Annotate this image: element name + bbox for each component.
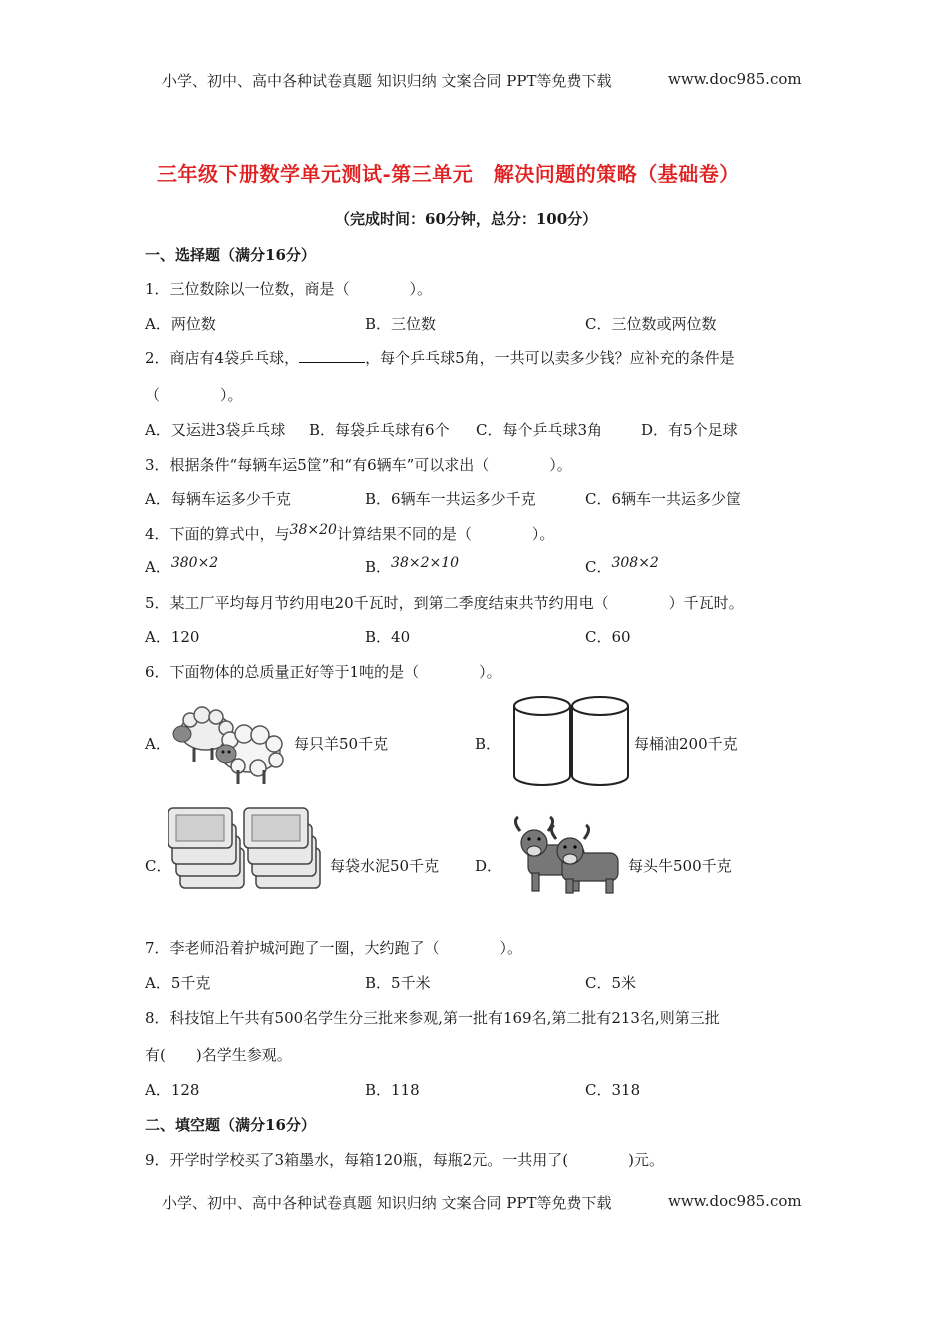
q8-option-a: A．128 — [145, 1081, 200, 1099]
q4-option-a — [145, 556, 218, 577]
q5-option-b: B．40 — [365, 628, 411, 646]
q1-option-b: B．三位数 — [365, 315, 437, 333]
q3-option-a: A．每辆车运多少千克 — [145, 490, 291, 508]
q3-option-c: C．6辆车一共运多少筐 — [585, 490, 742, 508]
page-title: 三年级下册数学单元测试-第三单元 解决问题的策略（基础卷） — [157, 162, 740, 186]
q6-caption-d: 每头牛500千克 — [628, 857, 732, 875]
sheep-image — [168, 702, 290, 786]
q4-option-c — [585, 556, 659, 577]
q6-caption-a: 每只羊50千克 — [294, 735, 389, 753]
section-heading-fill: 二、填空题（满分16分） — [145, 1116, 316, 1134]
q7-option-a: A．5千克 — [145, 974, 211, 992]
q4-option-a-label: A． — [145, 558, 171, 576]
q5-option-a: A．120 — [145, 628, 200, 646]
question-9: 9．开学时学校买了3箱墨水，每箱120瓶，每瓶2元。一共用了( )元。 — [145, 1151, 664, 1169]
q2-option-c: C．每个乒乓球3角 — [476, 421, 603, 439]
question-1: 1．三位数除以一位数，商是（ ）。 — [145, 280, 433, 298]
question-8-line2: 有( )名学生参观。 — [145, 1046, 292, 1064]
q2-text-post: ，每个乒乓球5角，一共可以卖多少钱？应补充的条件是 — [365, 349, 735, 367]
q2-option-d: D．有5个足球 — [641, 421, 738, 439]
section-heading-choice: 一、选择题（满分16分） — [145, 246, 316, 264]
q1-option-c: C．三位数或两位数 — [585, 315, 717, 333]
header-text: 小学、初中、高中各种试卷真题 知识归纳 文案合同 PPT等免费下载 — [162, 72, 612, 90]
q2-blank — [299, 348, 365, 363]
cement-bags-image — [168, 806, 326, 894]
header-url[interactable]: www.doc985.com — [668, 70, 802, 88]
q7-option-b: B．5千米 — [365, 974, 431, 992]
q4-option-b-label: B． — [365, 558, 392, 576]
q6-option-c: C． — [145, 857, 172, 875]
question-3: 3．根据条件“每辆车运5筐”和“有6辆车”可以求出（ ）。 — [145, 456, 572, 474]
cow-image — [510, 815, 626, 895]
q6-option-b: B． — [475, 735, 502, 753]
q6-caption-c: 每袋水泥50千克 — [330, 857, 440, 875]
oil-barrel-image — [510, 694, 634, 788]
question-7: 7．李老师沿着护城河跑了一圈，大约跑了（ ）。 — [145, 939, 523, 957]
q4-text-post: 计算结果不同的是（ ）。 — [336, 525, 555, 543]
question-2-line2: （ ）。 — [145, 386, 243, 404]
q4-option-a-expr: 380×2 — [170, 555, 219, 571]
q2-option-a: A．又运进3袋乒乓球 — [145, 421, 286, 439]
footer-text: 小学、初中、高中各种试卷真题 知识归纳 文案合同 PPT等免费下载 — [162, 1194, 612, 1212]
q6-option-d: D． — [475, 857, 503, 875]
q8-option-b: B．118 — [365, 1081, 420, 1099]
q7-option-c: C．5米 — [585, 974, 637, 992]
q5-option-c: C．60 — [585, 628, 631, 646]
question-2 — [145, 347, 735, 368]
q2-option-b: B．每袋乒乓球有6个 — [309, 421, 450, 439]
q4-option-c-label: C． — [585, 558, 612, 576]
question-8: 8．科技馆上午共有500名学生分三批来参观,第一批有169名,第二批有213名,则第三批 — [145, 1009, 720, 1027]
q2-text-pre: 2．商店有4袋乒乓球， — [145, 349, 300, 367]
q6-option-a: A． — [145, 735, 171, 753]
q1-option-a: A．两位数 — [145, 315, 216, 333]
q3-option-b: B．6辆车一共运多少千克 — [365, 490, 536, 508]
q4-option-b-expr: 38×2×10 — [391, 555, 460, 571]
question-4 — [145, 523, 554, 544]
footer-url[interactable]: www.doc985.com — [668, 1192, 802, 1210]
q4-expression: 38×20 — [289, 522, 337, 538]
q6-caption-b: 每桶油200千克 — [634, 735, 738, 753]
q4-text-pre: 4．下面的算式中，与 — [145, 525, 290, 543]
q4-option-b — [365, 556, 459, 577]
question-5: 5．某工厂平均每月节约用电20千瓦时，到第二季度结束共节约用电（ ）千瓦时。 — [145, 594, 744, 612]
q4-option-c-expr: 308×2 — [611, 555, 659, 571]
subtitle: （完成时间：60分钟，总分：100分） — [335, 210, 598, 228]
question-6: 6．下面物体的总质量正好等于1吨的是（ ）。 — [145, 663, 502, 681]
q8-option-c: C．318 — [585, 1081, 641, 1099]
